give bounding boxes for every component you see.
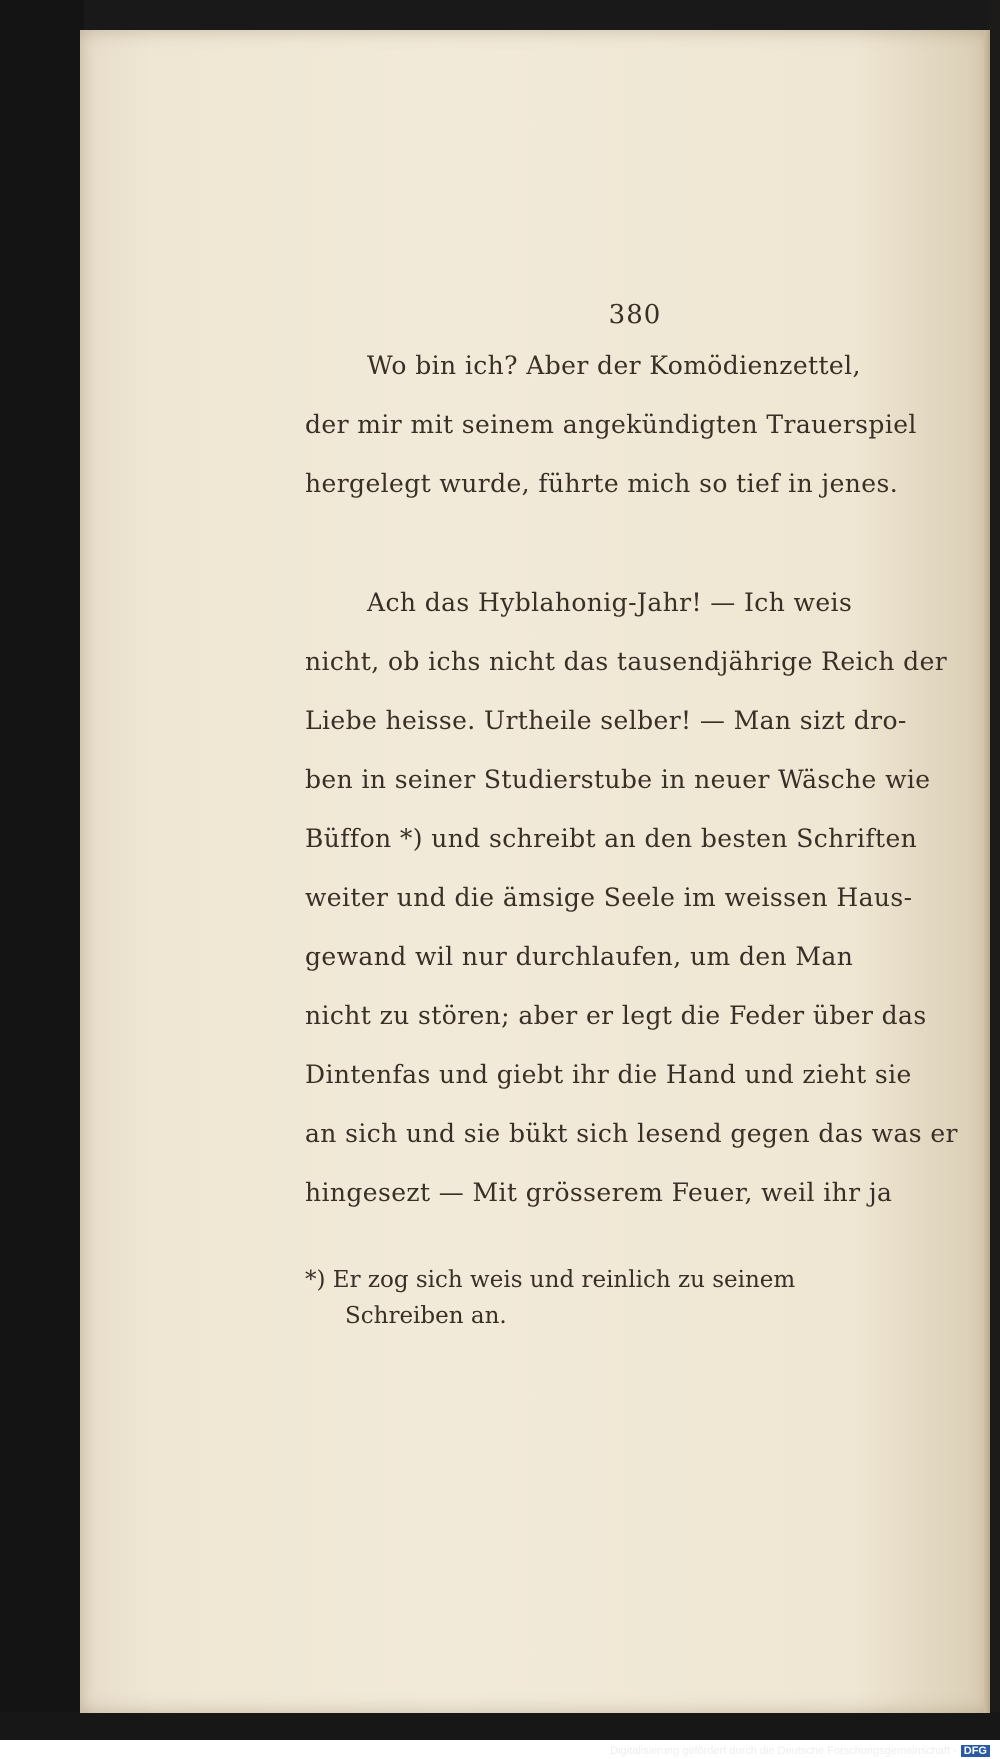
text-line: hingesezt — Mit grösserem Feuer, weil ihr ja (305, 1178, 893, 1207)
text-line: an sich und sie bükt sich lesend gegen das was er (305, 1119, 958, 1148)
credit-text: Digitalisierung gefördert durch die Deutsche Forschungsgemeinschaft - (610, 1745, 957, 1757)
text-line: nicht zu stören; aber er legt die Feder über das (305, 1001, 927, 1030)
text-line: Büffon *) und schreibt an den besten Schriften (305, 824, 918, 853)
page-text-block (305, 300, 958, 1334)
page-edge (984, 30, 990, 1713)
footnote-line: Schreiben an. (345, 1303, 507, 1329)
text-line: gewand wil nur durchlaufen, um den Man (305, 942, 854, 971)
text-line: Ach das Hyblahonig-Jahr! — Ich weis (367, 588, 853, 617)
paragraph-gap (305, 513, 905, 573)
dfg-logo: DFG (961, 1745, 990, 1757)
digitization-credit (610, 1745, 990, 1757)
scan-background-bottom (0, 1712, 1000, 1740)
text-line: weiter und die ämsige Seele im weissen Haus- (305, 883, 913, 912)
footnote (305, 1262, 905, 1334)
footnote-line: *) Er zog sich weis und reinlich zu seinem (305, 1267, 796, 1293)
text-line: Dintenfas und giebt ihr die Hand und zieht sie (305, 1060, 912, 1089)
scan-background-top (0, 0, 1000, 32)
book-page (80, 30, 990, 1713)
text-line: der mir mit seinem angekündigten Trauerspiel (305, 410, 917, 439)
text-line: nicht, ob ichs nicht das tausendjährige Reich der (305, 647, 948, 676)
text-line: Wo bin ich? Aber der Komödienzettel, (367, 351, 861, 380)
text-line: Liebe heisse. Urtheile selber! — Man sizt dro- (305, 706, 907, 735)
text-line: ben in seiner Studierstube in neuer Wäsche wie (305, 765, 931, 794)
text-line: hergelegt wurde, führte mich so tief in jenes. (305, 469, 899, 498)
page-number: 380 (608, 300, 662, 330)
scan-background-left (0, 0, 84, 1740)
